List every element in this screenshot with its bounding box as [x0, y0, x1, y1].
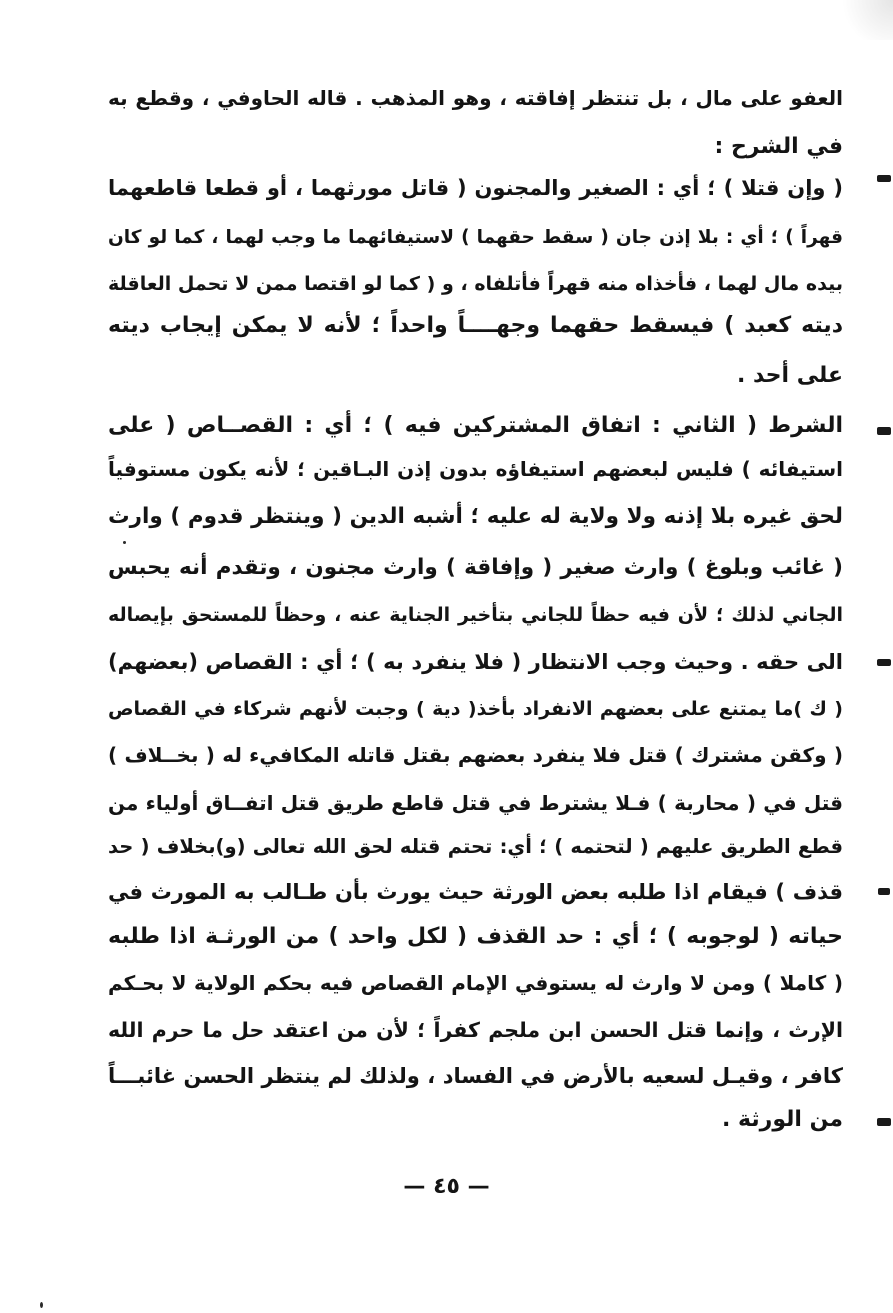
text-line: ديته كعبد ) فيسقط حقهما وجهــــاً واحداً ؛ لأنه لا يمكن إيجاب ديته — [108, 313, 843, 338]
scan-speck — [123, 541, 126, 544]
text-line: الجاني لذلك ؛ لأن فيه حظاً للجاني بتأخير الجناية عنه ، وحظاً للمستحق بإيصاله — [108, 604, 843, 626]
text-line: حياته ( لوجوبه ) ؛ أي : حد القذف ( لكل واحد ) من الورثـة اذا طلبه — [108, 924, 843, 949]
margin-mark — [877, 427, 891, 435]
scan-speck — [40, 1302, 43, 1308]
margin-mark — [877, 1118, 891, 1126]
text-line: كافر ، وقيـل لسعيه بالأرض في الفساد ، ولذلك لم ينتظر الحسن غائبـــاً — [108, 1064, 843, 1088]
text-line: ( وإن قتلا ) ؛ أي : الصغير والمجنون ( قاتل مورثهما ، أو قطعا قاطعهما — [108, 176, 843, 200]
text-line: قتل في ( محاربة ) فـلا يشترط في قتل قاطع طريق قتل اتفــاق أولياء من — [108, 791, 843, 815]
text-line: ( كاملا ) ومن لا وارث له يستوفي الإمام القصاص فيه بحكم الولاية لا بحـكم — [108, 971, 843, 995]
text-line: ( غائب وبلوغ ) وارث صغير ( وإفاقة ) وارث مجنون ، وتقدم أنه يحبس — [108, 555, 843, 580]
text-line: ( وكقن مشترك ) قتل فلا ينفرد بعضهم بقتل قاتله المكافيء له ( بخــلاف ) — [108, 743, 843, 767]
text-line: الى حقه . وحيث وجب الانتظار ( فلا ينفرد به ) ؛ أي : القصاص (بعضهم) — [108, 650, 843, 674]
text-line: قذف ) فيقام اذا طلبه بعض الورثة حيث يورث بأن طـالب به المورث في — [108, 880, 843, 904]
text-line: على أحد . — [736, 363, 843, 388]
scan-corner-shade — [833, 0, 893, 40]
text-line: استيفائه ) فليس لبعضهم استيفاؤه بدون إذن البـاقين ؛ لأنه يكون مستوفياً — [108, 457, 843, 481]
text-line: من الورثة . — [722, 1107, 843, 1132]
text-line: ( ك )ما يمتنع على بعضهم الانفراد بأخذ( دية ) وجبت لأنهم شركاء في القصاص — [108, 698, 843, 720]
text-line: بيده مال لهما ، فأخذاه منه قهراً فأتلفاه ، و ( كما لو اقتصا ممن لا تحمل العاقلة — [108, 273, 843, 295]
margin-mark — [877, 175, 891, 182]
text-line: قهراً ) ؛ أي : بلا إذن جان ( سقط حقهما ) لاستيفائهما ما وجب لهما ، كما لو كان — [108, 227, 843, 248]
text-line: الشرط ( الثاني : اتفاق المشتركين فيه ) ؛ أي : القصــاص ( على — [108, 413, 843, 438]
text-line: في الشرح : — [714, 134, 843, 159]
text-line: الإرث ، وإنما قتل الحسن ابن ملجم كفراً ؛ لأن من اعتقد حل ما حرم الله — [108, 1018, 843, 1042]
text-line: قطع الطريق عليهم ( لتحتمه ) ؛ أي: تحتم قتله لحق الله تعالى (و)بخلاف ( حد — [108, 835, 843, 858]
page-number: — ٤٥ — — [403, 1174, 490, 1199]
margin-mark — [877, 659, 891, 666]
text-line: لحق غيره بلا إذنه ولا ولاية له عليه ؛ أشبه الدين ( وينتظر قدوم ) وارث — [108, 504, 843, 529]
margin-mark — [878, 888, 890, 895]
text-line: العفو على مال ، بل تنتظر إفاقته ، وهو المذهب . قاله الحاوفي ، وقطع به — [108, 86, 843, 110]
